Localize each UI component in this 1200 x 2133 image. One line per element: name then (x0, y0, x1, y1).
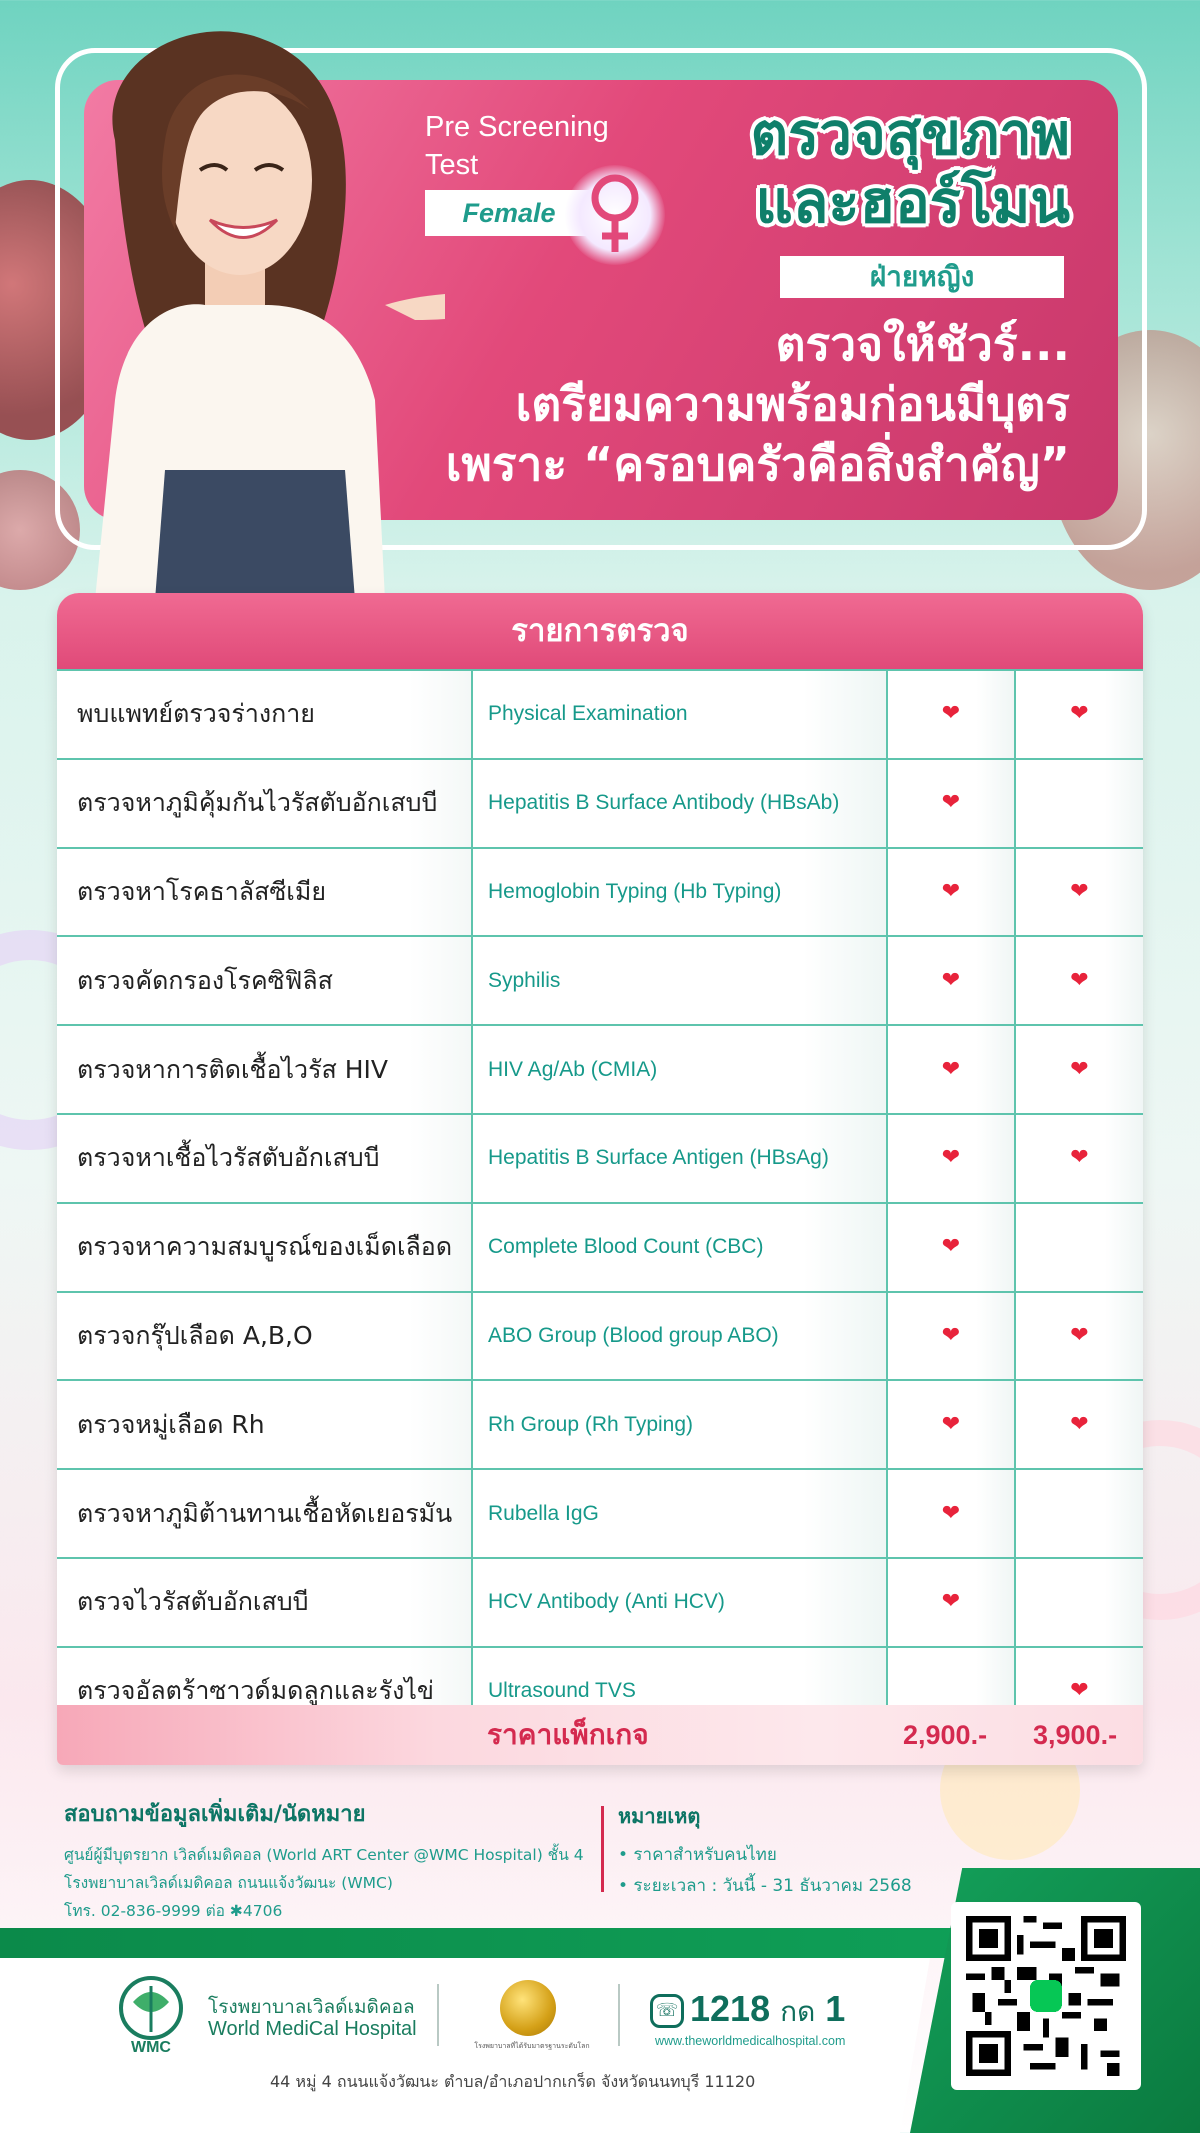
table-row (57, 936, 1143, 1025)
heart-icon: ❤ (941, 790, 961, 816)
package-2-mark (1015, 1292, 1143, 1381)
test-name-th: ตรวจหาการติดเชื้อไวรัส HIV (57, 1025, 472, 1114)
test-name-en: HCV Antibody (Anti HCV) (472, 1558, 887, 1647)
wmc-logo-icon (108, 1972, 194, 2058)
divider (437, 1984, 439, 2046)
heart-icon: ❤ (1070, 1322, 1089, 1348)
website-link[interactable]: www.theworldmedicalhospital.com (655, 2034, 846, 2048)
package-1-mark (887, 1114, 1015, 1203)
heart-icon: ❤ (941, 701, 961, 727)
table-row (57, 1114, 1143, 1203)
hospital-name-en: World MediCal Hospital (208, 2018, 417, 2040)
contact-phone[interactable]: โทร. 02-836-9999 ต่อ ✱4706 (64, 1902, 283, 1920)
notes-item: • ระยะเวลา : วันนี้ - 31 ธันวาคม 2568 (618, 1876, 912, 1896)
hero-title-line2: และฮอร์โมน (755, 168, 1070, 236)
package-2-mark (1015, 670, 1143, 759)
table-header: รายการตรวจ (57, 593, 1143, 669)
divider (618, 1984, 620, 2046)
heart-icon: ❤ (941, 1145, 961, 1171)
test-name-th: ตรวจอัลตร้าซาวด์มดลูกและรังไข่ (57, 1647, 472, 1736)
package-1-mark (887, 1203, 1015, 1292)
heart-icon: ❤ (941, 1411, 961, 1437)
test-name-en: Hemoglobin Typing (Hb Typing) (472, 848, 887, 937)
test-name-th: ตรวจหาความสมบูรณ์ของเม็ดเลือด (57, 1203, 472, 1292)
package-1-mark (887, 1469, 1015, 1558)
test-table (57, 669, 1143, 1737)
pre-screening-title: Pre Screening Test (425, 111, 609, 181)
seal-caption: โรงพยาบาลที่ได้รับมาตรฐานระดับโลก (474, 2042, 590, 2050)
heart-icon: ❤ (941, 1589, 961, 1615)
female-badge: Female (425, 190, 593, 236)
test-name-en: Rubella IgG (472, 1469, 887, 1558)
test-name-th: ตรวจหาเชื้อไวรัสตับอักเสบบี (57, 1114, 472, 1203)
hero-tagline (380, 314, 1070, 494)
heart-icon: ❤ (1070, 1678, 1089, 1704)
woman-illustration (55, 20, 445, 600)
phone-icon: ☏ (650, 1994, 684, 2028)
hero-subtitle: ฝ่ายหญิง (780, 256, 1064, 298)
test-name-en: Physical Examination (472, 670, 887, 759)
test-name-th: ตรวจหาโรคธาลัสซีเมีย (57, 848, 472, 937)
package-2-mark (1015, 1025, 1143, 1114)
package-1-mark (887, 848, 1015, 937)
tagline-line3: เพราะ “ครอบครัวคือสิ่งสำคัญ” (445, 437, 1070, 491)
package-2-mark (1015, 1469, 1143, 1558)
table-row (57, 1203, 1143, 1292)
heart-icon: ❤ (1070, 701, 1089, 727)
divider (601, 1806, 604, 1892)
package-1-mark (887, 1025, 1015, 1114)
package-2-mark (1015, 1558, 1143, 1647)
table-row (57, 1469, 1143, 1558)
heart-icon: ❤ (1070, 967, 1089, 993)
hotline-ext: 1 (825, 1988, 846, 2029)
address: 44 หมู่ 4 ถนนแจ้งวัฒนะ ตำบล/อำเภอปากเกร็ด จังหวัดนนทบุรี 11120 (270, 2072, 756, 2091)
notes-item: • ราคาสำหรับคนไทย (618, 1845, 777, 1865)
female-symbol-icon (582, 172, 648, 258)
heart-icon: ❤ (941, 1056, 961, 1082)
test-name-th: พบแพทย์ตรวจร่างกาย (57, 670, 472, 759)
package-2-mark (1015, 1380, 1143, 1469)
gold-seal-icon (500, 1980, 556, 2036)
table-row (57, 1380, 1143, 1469)
heart-icon: ❤ (941, 1322, 961, 1348)
test-name-en: Syphilis (472, 936, 887, 1025)
price-label: ราคาแพ็กเกจ (487, 1718, 649, 1751)
package-1-mark (887, 759, 1015, 848)
heart-icon: ❤ (1070, 878, 1089, 904)
hotline-press: กด (780, 1996, 816, 2027)
table-row (57, 1292, 1143, 1381)
package-2-mark (1015, 759, 1143, 848)
test-name-en: Hepatitis B Surface Antibody (HBsAb) (472, 759, 887, 848)
tagline-line1: ตรวจให้ชัวร์... (775, 317, 1070, 371)
hero-title-line1: ตรวจสุขภาพ (750, 100, 1070, 168)
heart-icon: ❤ (941, 967, 961, 993)
qr-code[interactable] (951, 1902, 1141, 2090)
hero-title (700, 100, 1070, 236)
qr-code-image (965, 1916, 1127, 2076)
contact-info (64, 1796, 604, 1925)
test-name-en: ABO Group (Blood group ABO) (472, 1292, 887, 1381)
notes (618, 1800, 938, 1902)
heart-icon: ❤ (1070, 1411, 1089, 1437)
price-package-2: 3,900.- (1033, 1720, 1118, 1750)
package-2-mark (1015, 936, 1143, 1025)
heart-icon: ❤ (941, 1234, 961, 1260)
table-row (57, 670, 1143, 759)
test-name-th: ตรวจกรุ๊ปเลือด A,B,O (57, 1292, 472, 1381)
package-1-mark (887, 1558, 1015, 1647)
package-2-mark (1015, 1114, 1143, 1203)
package-1-mark (887, 670, 1015, 759)
table-row (57, 759, 1143, 848)
test-list-table (57, 593, 1143, 1765)
heart-icon: ❤ (1070, 1056, 1089, 1082)
price-package-1: 2,900.- (903, 1720, 988, 1750)
package-1-mark (887, 1292, 1015, 1381)
hotline-value: 1218 (690, 1988, 771, 2029)
heart-icon: ❤ (941, 878, 961, 904)
contact-line: ศูนย์ผู้มีบุตรยาก เวิลด์เมดิคอล (World ART Center @WMC Hospital) ชั้น 4 (64, 1846, 584, 1864)
test-name-en: HIV Ag/Ab (CMIA) (472, 1025, 887, 1114)
package-1-mark (887, 936, 1015, 1025)
logo-text: WMC (131, 2039, 171, 2056)
price-row (57, 1705, 1143, 1765)
test-name-en: Hepatitis B Surface Antigen (HBsAg) (472, 1114, 887, 1203)
table-row (57, 1558, 1143, 1647)
heart-icon: ❤ (1070, 1145, 1089, 1171)
hotline-number[interactable] (690, 1988, 845, 2034)
test-name-en: Complete Blood Count (CBC) (472, 1203, 887, 1292)
contact-line: โรงพยาบาลเวิลด์เมดิคอล ถนนแจ้งวัฒนะ (WMC) (64, 1874, 393, 1892)
notes-title: หมายเหตุ (618, 1804, 701, 1828)
table-row (57, 1025, 1143, 1114)
package-1-mark (887, 1380, 1015, 1469)
hospital-name-th: โรงพยาบาลเวิลด์เมดิคอล (208, 1996, 415, 2018)
test-name-th: ตรวจหาภูมิคุ้มกันไวรัสตับอักเสบบี (57, 759, 472, 848)
test-name-th: ตรวจหาภูมิต้านทานเชื้อหัดเยอรมัน (57, 1469, 472, 1558)
test-name-th: ตรวจหมู่เลือด Rh (57, 1380, 472, 1469)
package-2-mark (1015, 1203, 1143, 1292)
package-2-mark (1015, 848, 1143, 937)
test-name-th: ตรวจคัดกรองโรคซิฟิลิส (57, 936, 472, 1025)
heart-icon: ❤ (941, 1500, 961, 1526)
test-name-en: Rh Group (Rh Typing) (472, 1380, 887, 1469)
tagline-line2: เตรียมความพร้อมก่อนมีบุตร (515, 377, 1070, 431)
contact-title: สอบถามข้อมูลเพิ่มเติม/นัดหมาย (64, 1802, 366, 1827)
test-name-th: ตรวจไวรัสตับอักเสบบี (57, 1558, 472, 1647)
table-row (57, 848, 1143, 937)
test-name-en: Ultrasound TVS (472, 1647, 887, 1736)
